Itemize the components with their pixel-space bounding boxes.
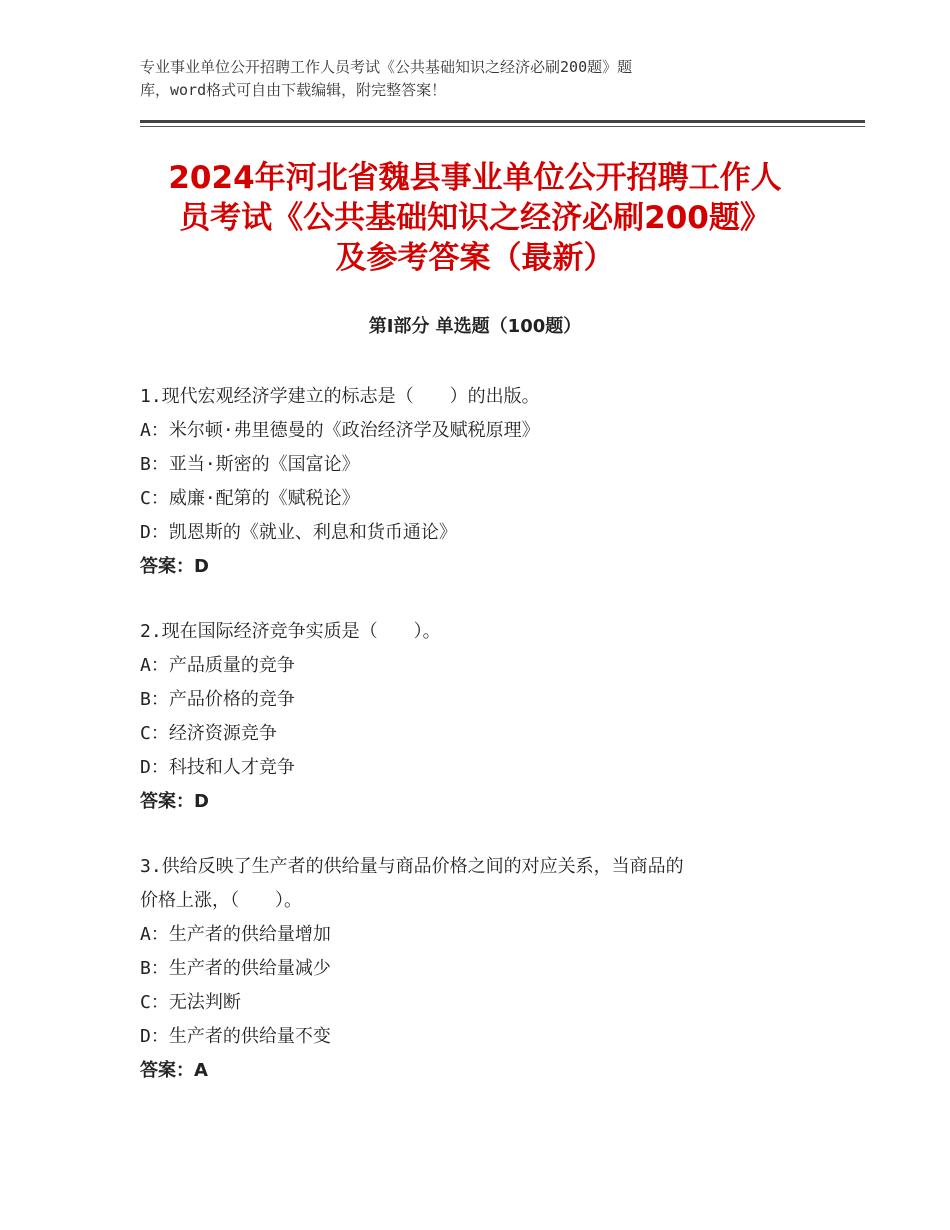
document-title-line-2: 员考试《公共基础知识之经济必刷200题》	[179, 200, 771, 236]
question-item	[140, 850, 820, 1088]
option-c: C：无法判断	[140, 992, 241, 1013]
option-d: D：凯恩斯的《就业、利息和货币通论》	[140, 522, 457, 543]
question-list	[140, 380, 820, 1119]
question-item	[140, 380, 820, 584]
question-stem: 1.现代宏观经济学建立的标志是（ ）的出版。	[140, 386, 540, 407]
header-note-line-2: 库，word格式可自由下载编辑，附完整答案！	[140, 81, 447, 99]
option-a: A：产品质量的竞争	[140, 655, 295, 676]
option-b: B：产品价格的竞争	[140, 689, 295, 710]
header-note-line-1: 专业事业单位公开招聘工作人员考试《公共基础知识之经济必刷200题》题	[140, 58, 633, 76]
section-title: 第Ⅰ部分 单选题（100题）	[368, 316, 582, 337]
option-b: B：亚当·斯密的《国富论》	[140, 454, 360, 475]
document-title-line-1: 2024年河北省魏县事业单位公开招聘工作人	[168, 160, 782, 196]
answer-label: 答案：A	[140, 1060, 208, 1081]
header-note	[140, 56, 780, 102]
document-title-line-3: 及参考答案（最新）	[335, 240, 615, 276]
question-stem-continued: 价格上涨，（ ）。	[140, 890, 302, 911]
option-c: C：威廉·配第的《赋税论》	[140, 488, 360, 509]
question-stem: 2.现在国际经济竞争实质是（ ）。	[140, 621, 441, 642]
document-title	[100, 158, 850, 278]
option-d: D：科技和人才竞争	[140, 757, 295, 778]
question-item	[140, 615, 820, 819]
option-c: C：经济资源竞争	[140, 723, 277, 744]
option-b: B：生产者的供给量减少	[140, 958, 331, 979]
option-a: A：米尔顿·弗里德曼的《政治经济学及赋税原理》	[140, 420, 540, 441]
answer-label: 答案：D	[140, 791, 209, 812]
header-divider-thick	[140, 120, 865, 123]
question-stem: 3.供给反映了生产者的供给量与商品价格之间的对应关系，当商品的	[140, 856, 684, 877]
option-a: A：生产者的供给量增加	[140, 924, 331, 945]
header-divider-thin	[140, 126, 865, 127]
option-d: D：生产者的供给量不变	[140, 1026, 331, 1047]
answer-label: 答案：D	[140, 556, 209, 577]
